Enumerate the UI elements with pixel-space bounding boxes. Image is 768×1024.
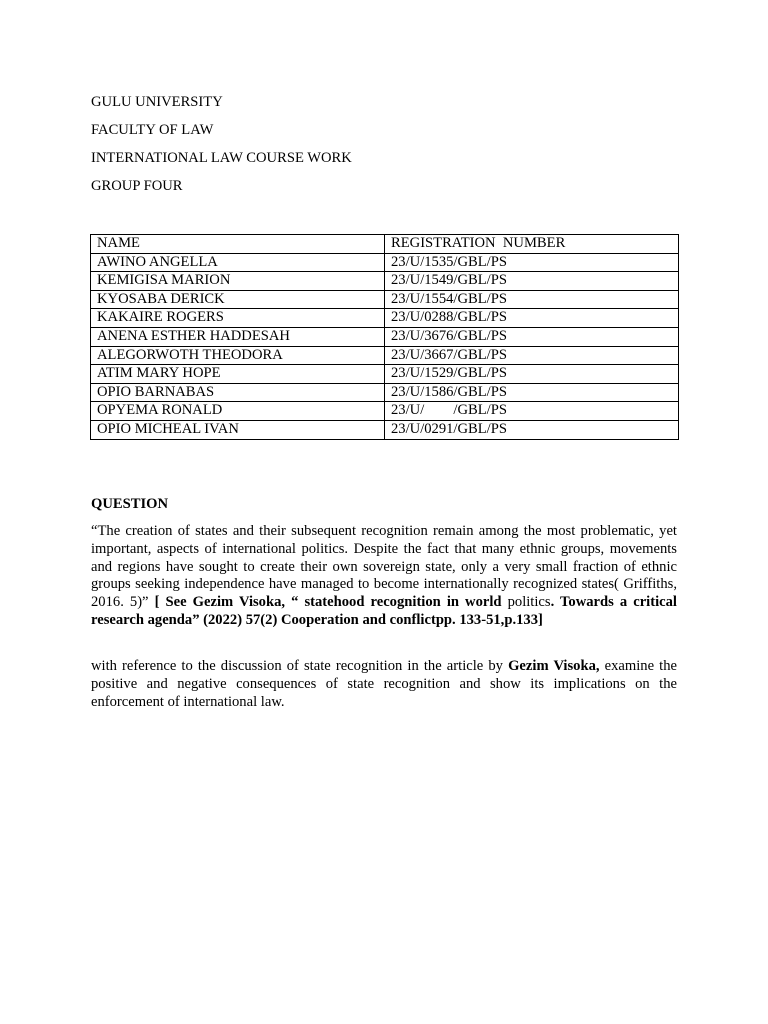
registration-number-cell: 23/U/1554/GBL/PS [385,290,679,309]
table-header-row [91,235,679,254]
column-header-registration: REGISTRATION NUMBER [385,235,679,254]
table-row [91,290,679,309]
table-row [91,365,679,384]
member-name-cell: OPIO MICHEAL IVAN [91,420,385,439]
table-row [91,402,679,421]
table-row [91,327,679,346]
question-heading: QUESTION [91,496,169,512]
column-header-name: NAME [91,235,385,254]
table-row [91,272,679,291]
member-name-cell: OPYEMA RONALD [91,402,385,421]
member-name-cell: KYOSABA DERICK [91,290,385,309]
table-row [91,383,679,402]
table-row [91,309,679,328]
registration-number-cell: 23/U/0288/GBL/PS [385,309,679,328]
members-table [90,234,679,440]
registration-number-cell: 23/U/ /GBL/PS [385,402,679,421]
quote-text: “The creation of states and their subsequent recognition remain among the most problematic, yet important, aspects of international politics. Despite the fact that many ethnic groups, movements and regions have sought to create their own sovereign state, only a very small fraction of ethnic groups seeking independence have managed to become internationally recognized states( Griffiths, 2016. 5)” [91,523,677,611]
member-name-cell: ALEGORWOTH THEODORA [91,346,385,365]
registration-number-cell: 23/U/1529/GBL/PS [385,365,679,384]
registration-number-cell: 23/U/0291/GBL/PS [385,420,679,439]
table-row [91,346,679,365]
registration-number-cell: 23/U/1549/GBL/PS [385,272,679,291]
table-row [91,253,679,272]
task-text-part-1: with reference to the discussion of state recognition in the article by [91,658,509,674]
registration-number-cell: 23/U/1586/GBL/PS [385,383,679,402]
registration-number-cell: 23/U/1535/GBL/PS [385,253,679,272]
member-name-cell: AWINO ANGELLA [91,253,385,272]
author-name: Gezim Visoka, [508,658,600,674]
task-text-part-2: examine the positive and negative consequences of state recognition and show its implications on the enforcement of international law. [91,658,678,710]
registration-number-cell: 23/U/3676/GBL/PS [385,327,679,346]
citation-bold-part-2: . Towards a critical research agenda” (2022) 57(2) Cooperation and conflictpp. 133-51,p.133] [91,594,677,628]
university-name: GULU UNIVERSITY [91,94,223,110]
registration-number-cell: 23/U/3667/GBL/PS [385,346,679,365]
question-task-paragraph [91,658,677,711]
faculty-name: FACULTY OF LAW [91,122,214,138]
member-name-cell: ANENA ESTHER HADDESAH [91,327,385,346]
citation-plain-part: politics [501,594,551,611]
question-quote-paragraph [91,523,677,630]
member-name-cell: OPIO BARNABAS [91,383,385,402]
member-name-cell: KEMIGISA MARION [91,272,385,291]
table-row [91,420,679,439]
course-title: INTERNATIONAL LAW COURSE WORK [91,150,352,166]
group-name: GROUP FOUR [91,178,183,194]
member-name-cell: ATIM MARY HOPE [91,365,385,384]
member-name-cell: KAKAIRE ROGERS [91,309,385,328]
citation-bold-part-1: [ See Gezim Visoka, “ statehood recognition in world [154,594,502,611]
